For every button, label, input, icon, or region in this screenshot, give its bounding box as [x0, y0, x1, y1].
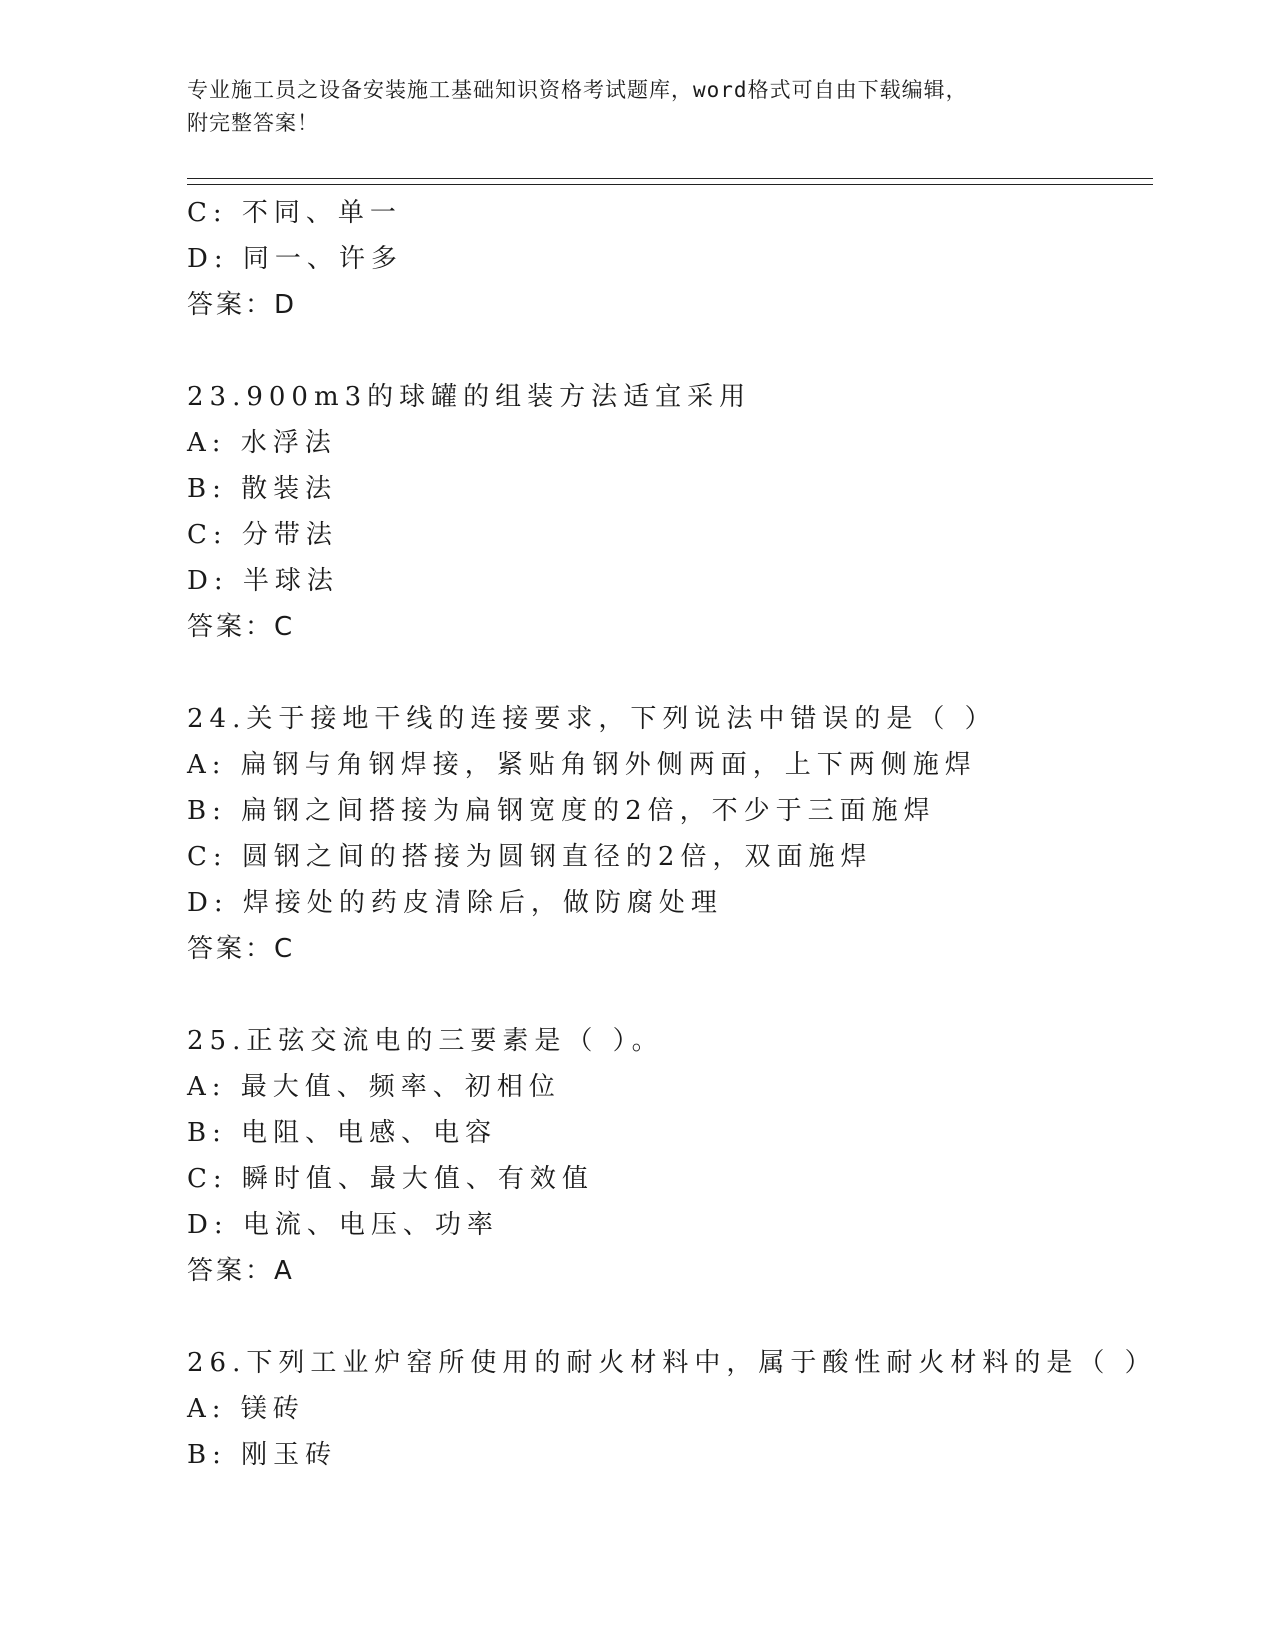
- option-c: C: 瞬时值、最大值、有效值: [187, 1164, 594, 1194]
- question-22-continued: [187, 190, 1147, 328]
- question-25: [187, 1018, 1147, 1294]
- spacer: [187, 328, 1147, 374]
- option-d: D: 同一、许多: [187, 244, 403, 274]
- document-header: 专业施工员之设备安装施工基础知识资格考试题库，word格式可自由下载编辑， 附完整答案！: [187, 78, 968, 135]
- answer-line: 答案：D: [187, 290, 298, 320]
- option-b: B: 刚玉砖: [187, 1440, 338, 1470]
- question-stem: 24.关于接地干线的连接要求，下列说法中错误的是（ ）: [187, 704, 997, 734]
- option-b: B: 电阻、电感、电容: [187, 1118, 498, 1148]
- question-list: [187, 190, 1157, 1478]
- header-divider-bottom: [187, 184, 1153, 185]
- option-c: C: 圆钢之间的搭接为圆钢直径的2倍，双面施焊: [187, 842, 873, 872]
- answer-line: 答案：A: [187, 1256, 295, 1286]
- option-d: D: 电流、电压、功率: [187, 1210, 499, 1240]
- spacer: [187, 650, 1147, 696]
- answer-line: 答案：C: [187, 934, 296, 964]
- question-26: [187, 1340, 1157, 1478]
- spacer: [187, 972, 1147, 1018]
- question-24: [187, 696, 1147, 972]
- option-a: A: 水浮法: [187, 428, 337, 458]
- option-c: C: 分带法: [187, 520, 338, 550]
- option-b: B: 散装法: [187, 474, 338, 504]
- question-stem: 23.900m3的球罐的组装方法适宜采用: [187, 382, 752, 412]
- question-stem: 26.下列工业炉窑所使用的耐火材料中，属于酸性耐火材料的是（ ）: [187, 1348, 1157, 1378]
- option-c: C: 不同、单一: [187, 198, 402, 228]
- option-b: B: 扁钢之间搭接为扁钢宽度的2倍，不少于三面施焊: [187, 796, 936, 826]
- option-d: D: 焊接处的药皮清除后，做防腐处理: [187, 888, 723, 918]
- answer-line: 答案：C: [187, 612, 296, 642]
- question-23: [187, 374, 1147, 650]
- option-a: A: 扁钢与角钢焊接，紧贴角钢外侧两面，上下两侧施焊: [187, 750, 977, 780]
- question-stem: 25.正弦交流电的三要素是（ ）。: [187, 1026, 664, 1056]
- spacer: [187, 1294, 1147, 1340]
- option-a: A: 最大值、频率、初相位: [187, 1072, 561, 1102]
- header-divider-top: [187, 178, 1153, 179]
- option-a: A: 镁砖: [187, 1394, 305, 1424]
- option-d: D: 半球法: [187, 566, 339, 596]
